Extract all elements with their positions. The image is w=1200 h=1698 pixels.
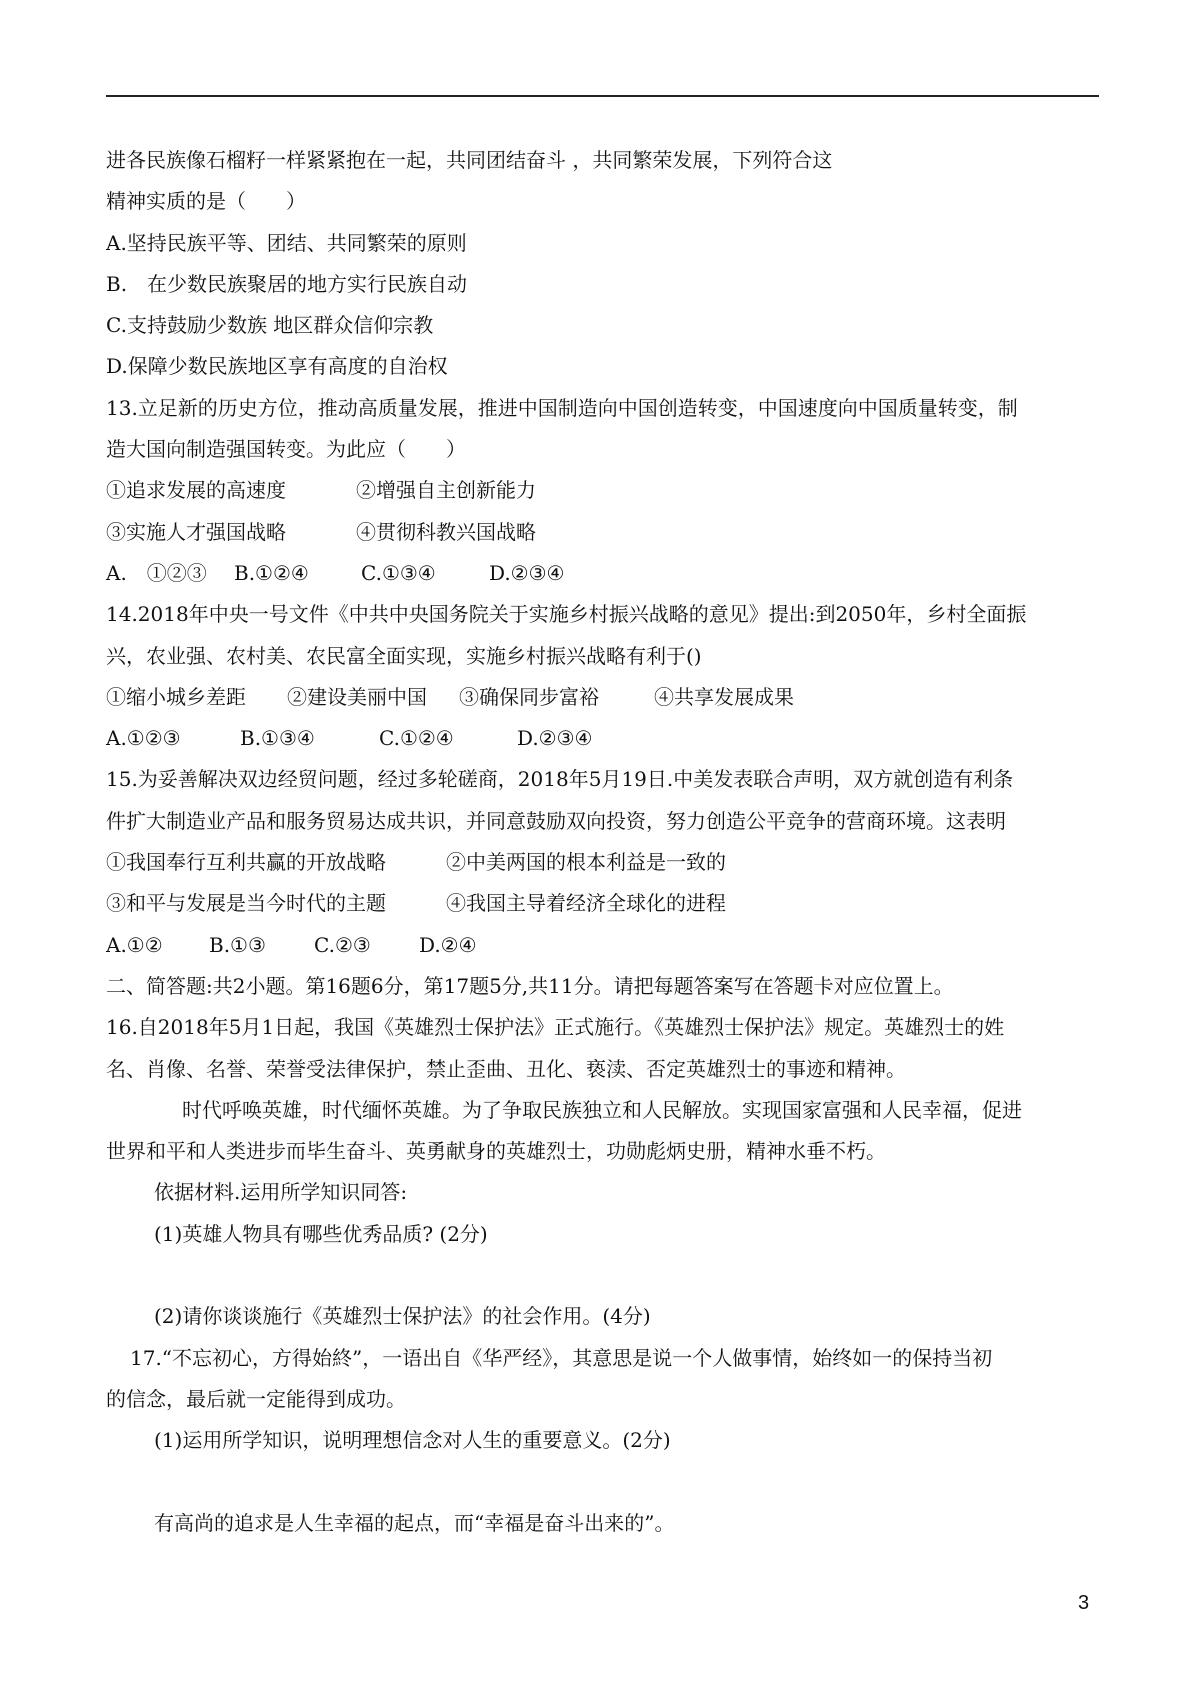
text-line: 世界和平和人类进步而毕生奋斗、英勇献身的英雄烈士，功勋彪炳史册，精神水垂不朽。 [106, 1139, 886, 1164]
statement: ②建设美丽中国 [287, 684, 427, 709]
statement: ④共享发展成果 [654, 684, 794, 709]
question-17: 17.“不忘初心，方得始終”，一语出自《华严经》，其意思是说一个人做事情，始终如一的保持当初 [130, 1345, 993, 1370]
page-number: 3 [1078, 1592, 1090, 1614]
option-c: C.支持鼓励少数族 地区群众信仰宗教 [106, 313, 434, 338]
sub-question: (1)运用所学知识，说明理想信念对人生的重要意义。(2分) [154, 1428, 671, 1453]
statement-row [106, 512, 1096, 553]
statement: ②中美两国的根本利益是一致的 [446, 850, 726, 875]
text-line: 依据材料.运用所学知识同答: [154, 1180, 408, 1205]
statement: ③实施人才强国战略 [106, 519, 286, 544]
sub-question: (2)请你谈谈施行《英雄烈士保护法》的社会作用。(4分) [154, 1304, 651, 1329]
question-15: 15.为妥善解决双边经贸问题，经过多轮磋商，2018年5月19日.中美发表联合声明，双方就创造有利条 [106, 767, 1014, 792]
answer-option: A.①②③ [106, 726, 181, 751]
answer-options [106, 718, 1096, 759]
option-d: D.保障少数民族地区享有高度的自治权 [106, 354, 448, 379]
answer-option: B.①②④ [234, 560, 309, 585]
answer-options [106, 553, 1096, 594]
statement: ④我国主导着经济全球化的进程 [446, 891, 726, 916]
answer-option: B.①③ [209, 932, 266, 957]
statement-row [106, 677, 1096, 718]
answer-option: D.②③④ [489, 560, 565, 585]
text-line: 兴，农业强、农村美、农民富全面实现，实施乡村振兴战略有利于() [106, 643, 702, 668]
statement-row [106, 470, 1096, 511]
question-13: 13.立足新的历史方位，推动高质量发展，推进中国制造向中国创造转变，中国速度向中国质量转变，制 [106, 395, 1018, 420]
statement: ②增强自主创新能力 [356, 478, 536, 503]
option-a: A.坚持民族平等、团结、共同繁荣的原则 [106, 230, 467, 255]
answer-option: D.②④ [419, 932, 477, 957]
text-line: 进各民族像石榴籽一样紧紧抱在一起，共同团结奋斗 ，共同繁荣发展，下列符合这 [106, 148, 833, 172]
answer-space [106, 1462, 1096, 1503]
text-line: 名、肖像、名誉、荣誉受法律保护，禁止歪曲、丑化、亵渎、否定英雄烈士的事迹和精神。 [106, 1056, 906, 1081]
statement-row [106, 883, 1096, 924]
text-line: 件扩大制造业产品和服务贸易达成共识，并同意鼓励双向投资，努力创造公平竞争的营商环境。这表明 [106, 808, 1006, 833]
answer-options [106, 925, 1096, 966]
header-rule [106, 95, 1099, 97]
text-line: 精神实质的是（ ） [106, 189, 306, 214]
answer-option: A. ①②③ [106, 560, 207, 585]
answer-option: C.①②④ [379, 726, 454, 751]
section-heading: 二、简答题:共2小题。第16题6分，第17题5分,共11分。请把每题答案写在答题卡对应位置上。 [106, 973, 954, 998]
statement: ③确保同步富裕 [459, 684, 599, 709]
question-14: 14.2018年中央一号文件《中共中央国务院关于实施乡村振兴战略的意见》提出:到2050年，乡村全面振 [106, 602, 1027, 627]
statement: ④贯彻科教兴国战略 [356, 519, 536, 544]
statement: ③和平与发展是当今时代的主题 [106, 891, 386, 916]
answer-space [106, 1255, 1096, 1296]
option-b: B. 在少数民族聚居的地方实行民族自动 [106, 271, 468, 296]
statement-row [106, 842, 1096, 883]
sub-question: (1)英雄人物具有哪些优秀品质? (2分) [154, 1221, 488, 1246]
question-16: 16.自2018年5月1日起，我国《英雄烈士保护法》正式施行。《英雄烈士保护法》规定。英雄烈士的姓 [106, 1015, 1005, 1040]
statement: ①追求发展的高速度 [106, 478, 286, 503]
statement: ①我国奉行互利共赢的开放战略 [106, 850, 386, 875]
statement: ①缩小城乡差距 [106, 684, 246, 709]
text-line: 有高尚的追求是人生幸福的起点，而“幸福是奋斗出来的”。 [154, 1510, 675, 1535]
answer-option: D.②③④ [517, 726, 593, 751]
answer-option: A.①② [106, 932, 163, 957]
text-line: 时代呼唤英雄，时代缅怀英雄。为了争取民族独立和人民解放。实现国家富强和人民幸福，促进 [182, 1097, 1022, 1122]
page-content [106, 140, 1096, 1544]
answer-option: C.②③ [314, 932, 371, 957]
answer-option: B.①③④ [240, 726, 315, 751]
text-line: 的信念，最后就一定能得到成功。 [106, 1386, 406, 1411]
text-line: 造大国向制造强国转变。为此应（ ） [106, 437, 466, 462]
answer-option: C.①③④ [361, 560, 436, 585]
